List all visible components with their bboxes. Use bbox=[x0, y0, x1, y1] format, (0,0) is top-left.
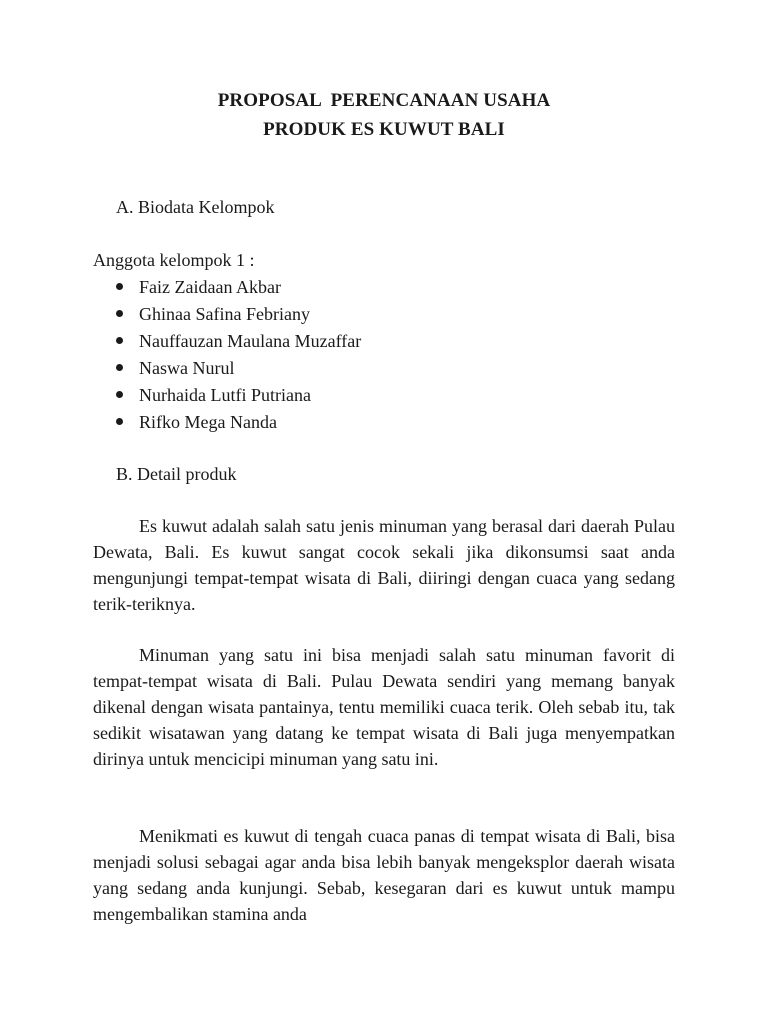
body-paragraph: Minuman yang satu ini bisa menjadi salah satu minuman favorit di tempat-tempat wisata di Bali. Pulau Dewata sendiri yang memang banyak dikenal dengan wisata pantainya, tentu memiliki cuaca terik. Oleh sebab itu, tak sedikit wisatawan yang datang ke tempat wisata di Bali juga menyempatkan dirinya untuk mencicipi minuman yang satu ini. bbox=[93, 645, 675, 769]
member-item bbox=[116, 409, 361, 436]
member-name: Naswa Nurul bbox=[139, 358, 235, 378]
bullet-icon bbox=[116, 418, 123, 425]
bullet-icon bbox=[116, 283, 123, 290]
member-name: Rifko Mega Nanda bbox=[139, 412, 277, 432]
member-item bbox=[116, 355, 361, 382]
member-name: Nauffauzan Maulana Muzaffar bbox=[139, 331, 362, 351]
document-title-line-1: PROPOSAL PERENCANAAN USAHA bbox=[217, 90, 551, 111]
section-heading-biodata: A. Biodata Kelompok bbox=[116, 197, 275, 217]
member-name: Ghinaa Safina Febriany bbox=[139, 304, 310, 324]
member-name: Nurhaida Lutfi Putriana bbox=[139, 385, 311, 405]
body-paragraph: Es kuwut adalah salah satu jenis minuman yang berasal dari daerah Pulau Dewata, Bali. Es kuwut sangat cocok sekali jika dikonsumsi saat anda mengunjungi tempat-tempat wisata di Bali, diiringi dengan cuaca yang sedang terik-teriknya. bbox=[93, 516, 675, 614]
member-item bbox=[116, 382, 361, 409]
bullet-icon bbox=[116, 391, 123, 398]
member-name: Faiz Zaidaan Akbar bbox=[139, 277, 281, 297]
bullet-icon bbox=[116, 364, 123, 371]
section-heading-detail-produk: B. Detail produk bbox=[116, 464, 237, 484]
body-paragraph: Menikmati es kuwut di tengah cuaca panas di tempat wisata di Bali, bisa menjadi solusi sebagai agar anda bisa lebih banyak mengeksplor daerah wisata yang sedang anda kunjungi. Sebab, kesegaran dari es kuwut untuk mampu mengembalikan stamina anda bbox=[93, 826, 675, 924]
member-item bbox=[116, 328, 361, 355]
members-label: Anggota kelompok 1 : bbox=[93, 250, 255, 270]
member-item bbox=[116, 274, 361, 301]
bullet-icon bbox=[116, 310, 123, 317]
member-list bbox=[116, 274, 361, 436]
bullet-icon bbox=[116, 337, 123, 344]
document-title-line-2: PRODUK ES KUWUT BALI bbox=[263, 119, 505, 140]
member-item bbox=[116, 301, 361, 328]
